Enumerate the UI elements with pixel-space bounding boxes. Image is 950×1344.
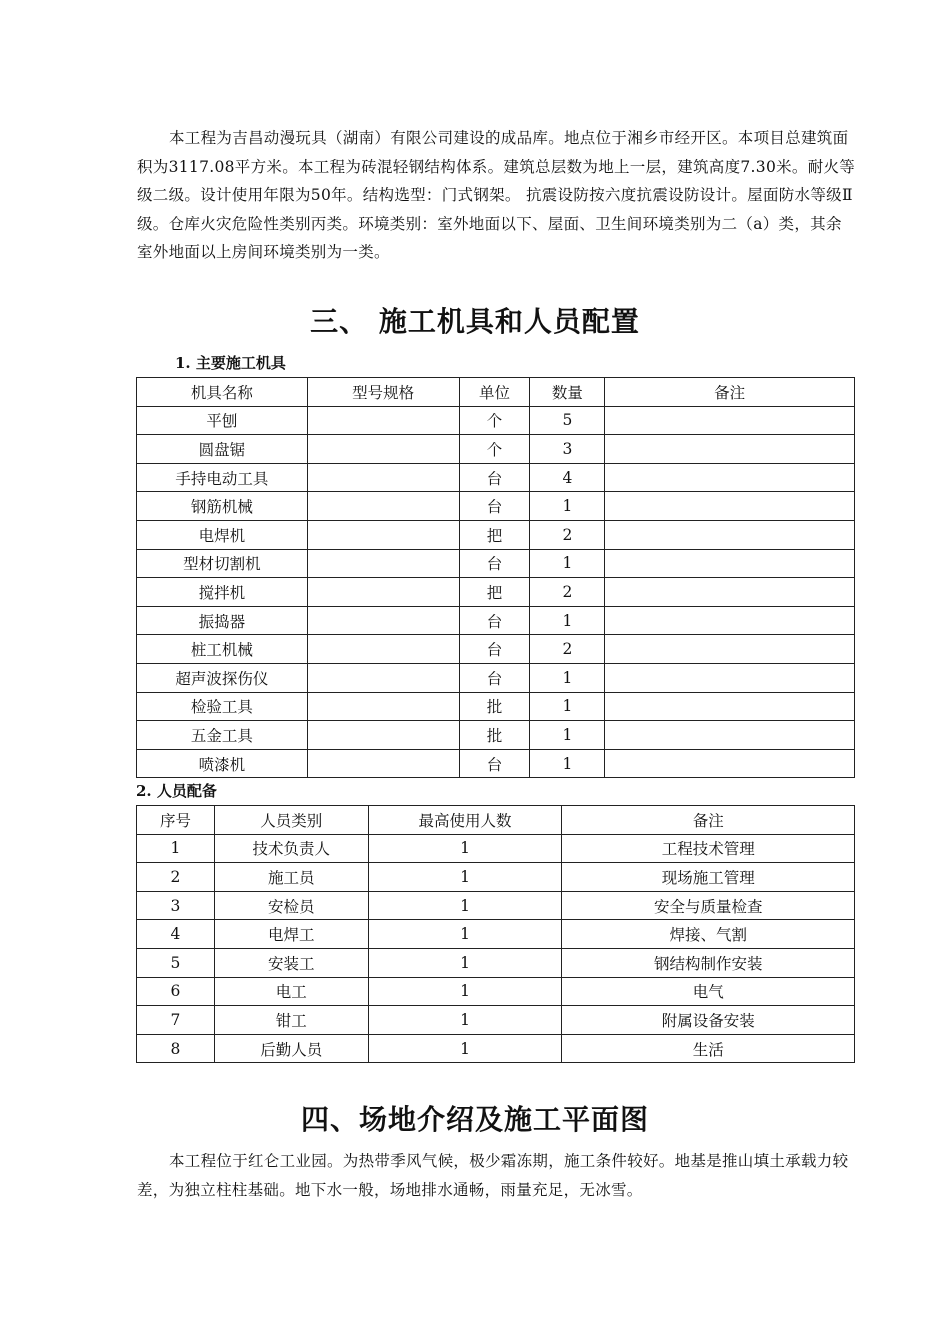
equipment-model-cell [307, 492, 459, 521]
equipment-header-quantity: 数量 [530, 378, 605, 407]
equipment-remarks-cell [605, 406, 855, 435]
equipment-name-cell: 手持电动工具 [137, 463, 308, 492]
equipment-row [137, 635, 855, 664]
equipment-unit-cell: 把 [459, 520, 530, 549]
equipment-unit-cell: 台 [459, 663, 530, 692]
staff-number-cell: 8 [137, 1034, 215, 1063]
staff-table [136, 805, 855, 1063]
staff-header-category: 人员类别 [214, 806, 368, 835]
equipment-row [137, 721, 855, 750]
equipment-row [137, 692, 855, 721]
staff-max-count-cell: 1 [368, 920, 562, 949]
equipment-remarks-cell [605, 692, 855, 721]
staff-category-cell: 电工 [214, 977, 368, 1006]
equipment-quantity-cell: 1 [530, 549, 605, 578]
staff-remarks-cell: 附属设备安装 [562, 1006, 855, 1035]
equipment-row [137, 549, 855, 578]
equipment-unit-cell: 批 [459, 721, 530, 750]
staff-number-cell: 2 [137, 863, 215, 892]
equipment-name-cell: 平刨 [137, 406, 308, 435]
staff-subtitle: 2. 人员配备 [136, 782, 217, 800]
equipment-unit-cell: 个 [459, 406, 530, 435]
equipment-header-model: 型号规格 [307, 378, 459, 407]
equipment-remarks-cell [605, 606, 855, 635]
staff-max-count-cell: 1 [368, 891, 562, 920]
staff-row [137, 977, 855, 1006]
equipment-quantity-cell: 1 [530, 692, 605, 721]
equipment-unit-cell: 批 [459, 692, 530, 721]
staff-category-cell: 技术负责人 [214, 834, 368, 863]
equipment-header-name: 机具名称 [137, 378, 308, 407]
site-intro-paragraph: 本工程位于红仑工业园。为热带季风气候，极少霜冻期，施工条件较好。地基是推山填土承载力较差，为独立柱柱基础。地下水一般，场地排水通畅，雨量充足，无冰雪。 [137, 1152, 849, 1199]
equipment-remarks-cell [605, 549, 855, 578]
equipment-model-cell [307, 406, 459, 435]
staff-category-cell: 后勤人员 [214, 1034, 368, 1063]
staff-row [137, 948, 855, 977]
equipment-name-cell: 振捣器 [137, 606, 308, 635]
staff-number-cell: 6 [137, 977, 215, 1006]
equipment-quantity-cell: 1 [530, 721, 605, 750]
equipment-model-cell [307, 606, 459, 635]
equipment-table [136, 377, 855, 778]
staff-header-row [137, 806, 855, 835]
staff-row [137, 863, 855, 892]
equipment-name-cell: 检验工具 [137, 692, 308, 721]
equipment-quantity-cell: 2 [530, 578, 605, 607]
staff-remarks-cell: 生活 [562, 1034, 855, 1063]
staff-max-count-cell: 1 [368, 834, 562, 863]
equipment-remarks-cell [605, 663, 855, 692]
equipment-model-cell [307, 463, 459, 492]
staff-category-cell: 安装工 [214, 948, 368, 977]
equipment-model-cell [307, 721, 459, 750]
equipment-unit-cell: 把 [459, 578, 530, 607]
equipment-quantity-cell: 1 [530, 606, 605, 635]
equipment-model-cell [307, 549, 459, 578]
equipment-name-cell: 电焊机 [137, 520, 308, 549]
equipment-name-cell: 搅拌机 [137, 578, 308, 607]
equipment-name-cell: 五金工具 [137, 721, 308, 750]
equipment-header-remarks: 备注 [605, 378, 855, 407]
equipment-row [137, 406, 855, 435]
equipment-remarks-cell [605, 749, 855, 778]
staff-header-number: 序号 [137, 806, 215, 835]
equipment-name-cell: 桩工机械 [137, 635, 308, 664]
equipment-row [137, 463, 855, 492]
staff-row [137, 1034, 855, 1063]
equipment-quantity-cell: 2 [530, 635, 605, 664]
equipment-row [137, 492, 855, 521]
section-4-heading: 四、场地介绍及施工平面图 [300, 1103, 649, 1136]
staff-number-cell: 5 [137, 948, 215, 977]
equipment-name-cell: 型材切割机 [137, 549, 308, 578]
equipment-remarks-cell [605, 578, 855, 607]
equipment-name-cell: 超声波探伤仪 [137, 663, 308, 692]
staff-max-count-cell: 1 [368, 977, 562, 1006]
equipment-header-row [137, 378, 855, 407]
equipment-name-cell: 钢筋机械 [137, 492, 308, 521]
equipment-quantity-cell: 3 [530, 435, 605, 464]
equipment-row [137, 520, 855, 549]
equipment-subtitle: 1. 主要施工机具 [175, 354, 286, 372]
staff-category-cell: 钳工 [214, 1006, 368, 1035]
staff-category-cell: 电焊工 [214, 920, 368, 949]
equipment-quantity-cell: 1 [530, 492, 605, 521]
equipment-unit-cell: 台 [459, 749, 530, 778]
staff-remarks-cell: 钢结构制作安装 [562, 948, 855, 977]
project-intro-paragraph: 本工程为吉昌动漫玩具（湖南）有限公司建设的成品库。地点位于湘乡市经开区。本项目总建筑面积为3117.08平方米。本工程为砖混轻钢结构体系。建筑总层数为地上一层，建筑高度7.30米。耐火等级二级。设计使用年限为50年。结构选型：门式钢架。 抗震设防按六度抗震设防设计。屋面防水等级Ⅱ级。仓库火灾危险性类别丙类。环境类别：室外地面以下、屋面、卫生间环境类别为二（a）类，其余室外地面以上房间环境类别为一类。 [137, 129, 856, 261]
equipment-row [137, 606, 855, 635]
equipment-unit-cell: 台 [459, 463, 530, 492]
equipment-row [137, 435, 855, 464]
equipment-quantity-cell: 1 [530, 663, 605, 692]
staff-number-cell: 7 [137, 1006, 215, 1035]
equipment-remarks-cell [605, 492, 855, 521]
staff-header-remarks: 备注 [562, 806, 855, 835]
staff-row [137, 891, 855, 920]
equipment-model-cell [307, 435, 459, 464]
staff-number-cell: 3 [137, 891, 215, 920]
staff-remarks-cell: 现场施工管理 [562, 863, 855, 892]
staff-row [137, 920, 855, 949]
equipment-remarks-cell [605, 435, 855, 464]
equipment-quantity-cell: 2 [530, 520, 605, 549]
equipment-quantity-cell: 4 [530, 463, 605, 492]
equipment-remarks-cell [605, 635, 855, 664]
staff-max-count-cell: 1 [368, 948, 562, 977]
staff-remarks-cell: 工程技术管理 [562, 834, 855, 863]
equipment-model-cell [307, 578, 459, 607]
equipment-row [137, 749, 855, 778]
staff-max-count-cell: 1 [368, 1006, 562, 1035]
equipment-header-unit: 单位 [459, 378, 530, 407]
staff-remarks-cell: 焊接、气割 [562, 920, 855, 949]
equipment-unit-cell: 个 [459, 435, 530, 464]
staff-max-count-cell: 1 [368, 863, 562, 892]
equipment-name-cell: 喷漆机 [137, 749, 308, 778]
equipment-row [137, 578, 855, 607]
equipment-unit-cell: 台 [459, 549, 530, 578]
equipment-model-cell [307, 635, 459, 664]
staff-remarks-cell: 安全与质量检查 [562, 891, 855, 920]
equipment-unit-cell: 台 [459, 635, 530, 664]
equipment-quantity-cell: 5 [530, 406, 605, 435]
section-3-heading: 三、 施工机具和人员配置 [310, 305, 640, 338]
staff-row [137, 1006, 855, 1035]
equipment-remarks-cell [605, 721, 855, 750]
equipment-unit-cell: 台 [459, 606, 530, 635]
staff-header-max-count: 最高使用人数 [368, 806, 562, 835]
equipment-remarks-cell [605, 520, 855, 549]
equipment-row [137, 663, 855, 692]
equipment-model-cell [307, 749, 459, 778]
equipment-model-cell [307, 663, 459, 692]
equipment-unit-cell: 台 [459, 492, 530, 521]
equipment-model-cell [307, 520, 459, 549]
staff-number-cell: 1 [137, 834, 215, 863]
staff-remarks-cell: 电气 [562, 977, 855, 1006]
staff-category-cell: 安检员 [214, 891, 368, 920]
equipment-model-cell [307, 692, 459, 721]
staff-number-cell: 4 [137, 920, 215, 949]
equipment-quantity-cell: 1 [530, 749, 605, 778]
equipment-name-cell: 圆盘锯 [137, 435, 308, 464]
staff-category-cell: 施工员 [214, 863, 368, 892]
staff-row [137, 834, 855, 863]
equipment-remarks-cell [605, 463, 855, 492]
staff-max-count-cell: 1 [368, 1034, 562, 1063]
